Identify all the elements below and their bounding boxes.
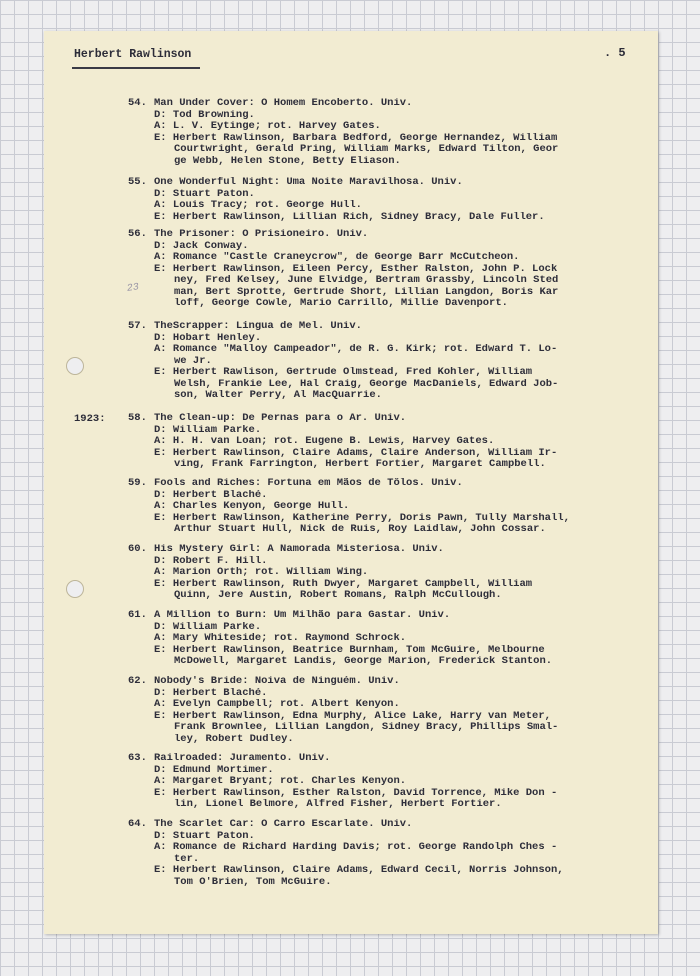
cast-line: E: Herbert Rawlinson, Edna Murphy, Alice Lake, Harry van Meter, (154, 710, 551, 722)
film-title: One Wonderful Night: Uma Noite Maravilhosa. Univ. (154, 177, 463, 188)
film-entry (128, 753, 653, 811)
cast-line: Arthur Stuart Hull, Nick de Ruis, Roy Laidlaw, John Cossar. (174, 524, 546, 535)
cast-line: E: Herbert Rawlinson, Esther Ralston, David Torrence, Mike Don - (154, 787, 558, 799)
film-number: 57. (128, 321, 147, 332)
film-number: 58. (128, 413, 147, 424)
film-title: A Million to Burn: Um Milhão para Gastar. Univ. (154, 610, 451, 621)
film-title-line (128, 819, 653, 831)
film-number: 54. (128, 98, 147, 109)
film-entry (128, 177, 653, 223)
author-line: A: Mary Whiteside; rot. Raymond Schrock. (154, 633, 407, 644)
film-title-line (128, 544, 653, 556)
cast-line: E: Herbert Rawlinson, Beatrice Burnham, Tom McGuire, Melbourne (154, 644, 545, 656)
film-title: TheScrapper: Língua de Mel. Univ. (154, 321, 362, 332)
cast-line: Quinn, Jere Austin, Robert Romans, Ralph McCullough. (174, 590, 502, 601)
film-number: 59. (128, 478, 147, 489)
cast-line: lin, Lionel Belmore, Alfred Fisher, Herbert Fortier. (174, 799, 502, 810)
film-title: Nobody's Bride: Noiva de Ninguém. Univ. (154, 676, 400, 687)
cast-line: Frank Brownlee, Lillian Langdon, Sidney Bracy, Phillips Smal- (174, 722, 559, 733)
author-line: A: Charles Kenyon, George Hull. (154, 501, 350, 512)
cast-line: E: Herbert Rawlinson, Lillian Rich, Sidney Bracy, Dale Fuller. (154, 211, 545, 223)
punch-hole (66, 580, 84, 598)
film-entry (128, 610, 653, 668)
film-title-line (128, 229, 653, 241)
punch-hole (66, 357, 84, 375)
cast-line: E: Herbert Rawlinson, Claire Adams, Claire Anderson, William Ir- (154, 447, 558, 459)
author-line: A: Romance de Richard Harding Davis; rot. George Randolph Ches - (154, 842, 558, 853)
director-line: D: Herbert Blaché. (154, 489, 268, 501)
cast-line: Courtwright, Gerald Pring, William Marks, Edward Tilton, Geor (174, 144, 559, 155)
cast-line: E: Herbert Rawlison, Gertrude Olmstead, Fred Kohler, William (154, 367, 533, 378)
film-number: 62. (128, 676, 147, 687)
director-line: D: Edmund Mortimer. (154, 764, 274, 776)
page-number: . 5 (604, 46, 626, 60)
cast-line: ge Webb, Helen Stone, Betty Eliason. (174, 155, 401, 167)
film-title-line (128, 610, 653, 622)
header-name: Herbert Rawlinson (74, 48, 192, 61)
author-line: A: Romance "Castle Craneycrow", de George Barr McCutcheon. (154, 252, 520, 263)
cast-line: E: Herbert Rawlinson, Eileen Percy, Esther Ralston, John P. Lock (154, 263, 558, 275)
film-title: The Clean-up: De Pernas para o Ar. Univ. (154, 413, 407, 424)
film-title-line (128, 321, 653, 333)
film-title: His Mystery Girl: A Namorada Misteriosa. Univ. (154, 544, 444, 555)
director-line: D: William Parke. (154, 621, 262, 633)
film-title-line (128, 478, 653, 490)
film-title-line (128, 753, 653, 765)
film-title-line (128, 676, 653, 688)
film-entry (128, 413, 653, 471)
author-line: A: H. H. van Loan; rot. Eugene B. Lewis, Harvey Gates. (154, 436, 495, 447)
director-line: D: Jack Conway. (154, 240, 249, 252)
author-line: A: Louis Tracy; rot. George Hull. (154, 200, 362, 211)
author-line: A: L. V. Eytinge; rot. Harvey Gates. (154, 121, 381, 132)
film-title: The Prisoner: O Prisioneiro. Univ. (154, 229, 369, 240)
film-title-line (128, 98, 653, 110)
author-line: we Jr. (174, 355, 212, 367)
cast-line: ney, Fred Kelsey, June Elvidge, Bertram Grassby, Lincoln Sted (174, 275, 559, 286)
film-entry (128, 544, 653, 602)
director-line: D: Stuart Paton. (154, 830, 255, 842)
film-title-line (128, 177, 653, 189)
film-number: 55. (128, 177, 147, 188)
director-line: D: Herbert Blaché. (154, 687, 268, 699)
cast-line: E: Herbert Rawlinson, Ruth Dwyer, Margaret Campbell, William (154, 578, 533, 590)
cast-line: son, Walter Perry, Al MacQuarrie. (174, 390, 382, 401)
film-title: The Scarlet Car: O Carro Escarlate. Univ. (154, 819, 413, 830)
cast-line: E: Herbert Rawlinson, Katherine Perry, Doris Pawn, Tully Marshall, (154, 512, 570, 524)
author-line: A: Margaret Bryant; rot. Charles Kenyon. (154, 776, 407, 787)
author-line: ter. (174, 853, 200, 865)
author-line: A: Romance "Malloy Campeador", de R. G. Kirk; rot. Edward T. Lo- (154, 344, 558, 355)
cast-line: loff, George Cowle, Mario Carrillo, Millie Davenport. (174, 298, 508, 309)
film-number: 63. (128, 753, 147, 764)
film-number: 64. (128, 819, 147, 830)
director-line: D: William Parke. (154, 424, 262, 436)
pencil-margin-note: 23 (126, 282, 140, 295)
typed-page (44, 31, 658, 934)
cast-line: McDowell, Margaret Landis, George Marion, Frederick Stanton. (174, 656, 553, 667)
director-line: D: Robert F. Hill. (154, 555, 268, 567)
film-number: 61. (128, 610, 147, 621)
film-entry (128, 676, 653, 745)
film-entry (128, 98, 653, 167)
author-line: A: Marion Orth; rot. William Wing. (154, 567, 369, 578)
film-entry (128, 819, 653, 888)
director-line: D: Stuart Paton. (154, 188, 255, 200)
cast-line: E: Herbert Rawlinson, Claire Adams, Edward Cecil, Norris Johnson, (154, 865, 564, 876)
director-line: D: Hobart Henley. (154, 332, 262, 344)
film-entry (128, 321, 653, 402)
header-underline (72, 67, 200, 69)
director-line: D: Tod Browning. (154, 109, 255, 121)
film-title: Fools and Riches: Fortuna em Mãos de Tôlos. Univ. (154, 478, 463, 489)
film-number: 60. (128, 544, 147, 555)
cast-line: Welsh, Frankie Lee, Hal Craig, George MacDaniels, Edward Job- (174, 378, 559, 390)
cast-line: ley, Robert Dudley. (174, 733, 294, 745)
film-entry (128, 478, 653, 536)
film-title: Railroaded: Juramento. Univ. (154, 753, 331, 764)
film-title-line (128, 413, 653, 425)
film-entry (128, 229, 653, 310)
cast-line: E: Herbert Rawlinson, Barbara Bedford, George Hernandez, William (154, 132, 558, 144)
author-line: A: Evelyn Campbell; rot. Albert Kenyon. (154, 699, 400, 710)
year-marker: 1923: (74, 413, 106, 425)
film-number: 56. (128, 229, 147, 240)
cast-line: Tom O'Brien, Tom McGuire. (174, 876, 332, 888)
cast-line: man, Bert Sprotte, Gertrude Short, Lillian Langdon, Boris Kar (174, 286, 559, 298)
film-title: Man Under Cover: O Homem Encoberto. Univ. (154, 98, 413, 109)
cast-line: ving, Frank Farrington, Herbert Fortier, Margaret Campbell. (174, 459, 546, 470)
